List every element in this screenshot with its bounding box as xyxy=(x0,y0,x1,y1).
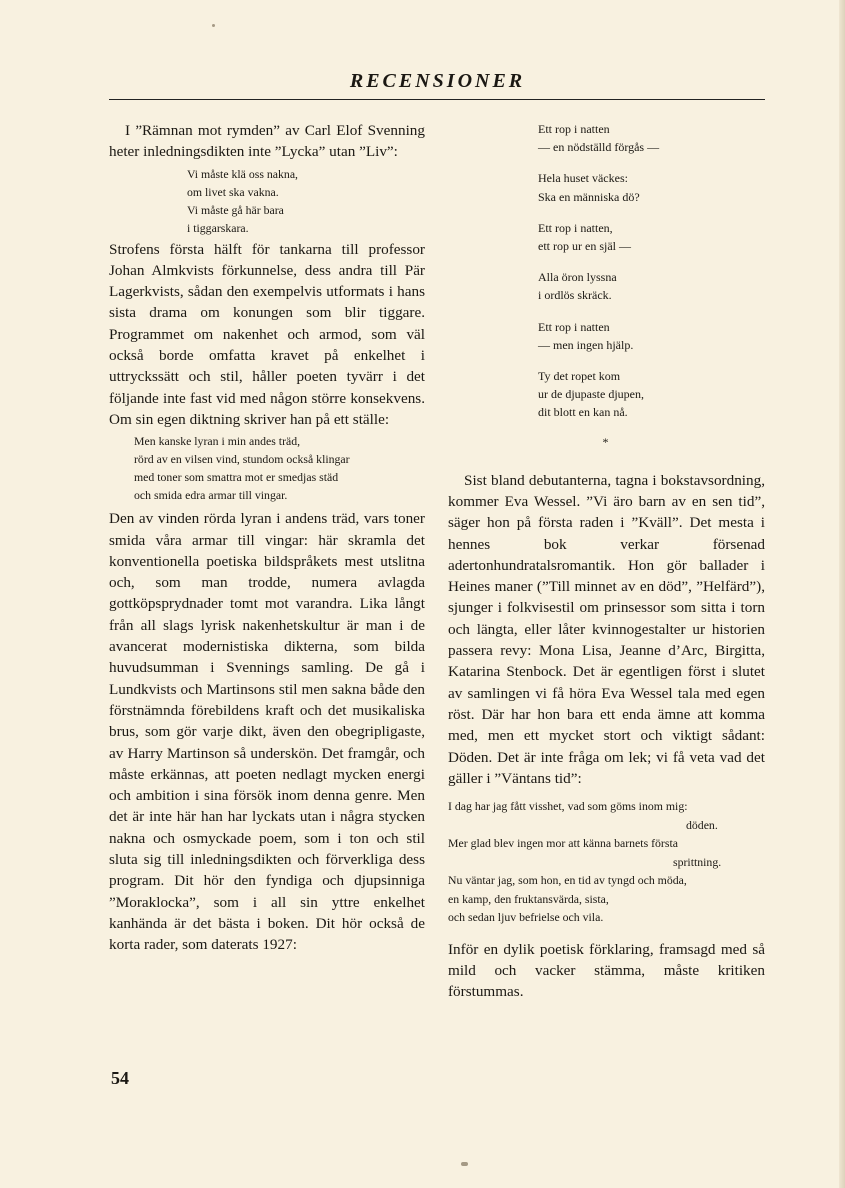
intro-paragraph: I ”Rämnan mot rymden” av Carl Elof Svenning heter inledningsdikten inte ”Lycka” utan ”Liv”: xyxy=(109,122,425,161)
poem-stanza xyxy=(538,367,765,422)
poem-line: Ett rop i natten xyxy=(538,319,610,334)
poem-line: i ordlös skräck. xyxy=(538,288,612,303)
paper-speck xyxy=(212,24,215,27)
poem-line: sprittning. xyxy=(673,854,722,869)
poem-stanza xyxy=(538,318,765,354)
poem-line: — en nödställd förgås — xyxy=(538,140,660,155)
poem-line: rörd av en vilsen vind, stundom också klingar xyxy=(134,452,350,467)
poem-stanza xyxy=(538,120,765,156)
poem-line: döden. xyxy=(686,817,718,832)
body-paragraph: Sist bland debutanterna, tagna i bokstavsordning, kommer Eva Wessel. ”Vi äro barn av en sen tid”, säger hon på första raden i ”Kväll”. Det mesta i hennes bok verkar försenad adertonhundratalsromantik. Hon gör ballader i Heines maner (”Till minnet av en död”, ”Helfärd”), sjunger i folkvisestil om prinsessor som sitta i torn och längta, eller låter kvinnogestalter ur historien passera revy: Mona Lisa, Jeanne d’Arc, Birgitta, Katarina Stenbock. Det är egentligen först i slutet av samlingen vi få höra Eva Wessel tala med egen röst. Där har hon bara ett enda ämne att komma med, men ett mycket stort och viktigt sådant: Döden. Det är inte fråga om lek; vi få veta vad det gäller i ”Väntans tid”: xyxy=(448,471,765,787)
poem-stanza xyxy=(538,268,765,304)
header-rule xyxy=(109,99,765,100)
poem-lyran xyxy=(134,432,425,504)
page-number: 54 xyxy=(111,1068,129,1088)
poem-stanza xyxy=(538,219,765,255)
poem-line: Ty det ropet kom xyxy=(538,369,621,384)
section-title: RECENSIONER xyxy=(349,70,526,92)
body-paragraph: Inför en dylik poetisk förklaring, framsagd med så mild och vacker stämma, måste kritiken förstummas. xyxy=(448,940,765,1001)
right-column xyxy=(448,120,765,1002)
poem-line: Hela huset väckes: xyxy=(538,171,628,186)
poem-ett-rop xyxy=(538,120,765,422)
poem-line: och smida edra armar till vingar. xyxy=(134,488,288,503)
poem-stanza xyxy=(538,169,765,205)
poem-line: i tiggarskara. xyxy=(187,220,249,235)
poem-line: dit blott en kan nå. xyxy=(538,405,628,420)
body-paragraph: Strofens första hälft för tankarna till professor Johan Almkvists förkunnelse, dess andra till Pär Lagerkvists, sådan den exempelvis utformats i hans sista drama om konungen som blir tiggare. Programmet om nakenhet och armod, som väl också borde omfatta kravet på enkelhet i uttryckssätt och stil, håller poeten tyvärr i det följande inte fast vid med någon större konsekvens. Om sin egen diktning skriver han på ett ställe: xyxy=(109,240,425,428)
poem-line: Ska en människa dö? xyxy=(538,189,640,204)
poem-line: en kamp, den fruktansvärda, sista, xyxy=(448,891,609,906)
section-separator: * xyxy=(602,434,609,449)
poem-line: om livet ska vakna. xyxy=(187,184,279,199)
poem-liv xyxy=(187,165,425,237)
poem-line: ett rop ur en själ — xyxy=(538,239,631,254)
poem-line: Alla öron lyssna xyxy=(538,270,617,285)
body-paragraph: Den av vinden rörda lyran i andens träd, vars toner smida våra armar till vingar: här skramla det konventionella poetiska bildspråkets mest utslitna och, som man trodde, numera avlagda gottköpsprydnader tomt mot varandra. Lika långt från all slags lyrisk nakenhetskultur är man i de avancerat modernistiska dikterna, som bilda huvudsumman i Svennings samling. De gå i Lundkvists och Martinsons stil men sakna både den förstnämnda förebildens kraft och det musikaliska brus, som gör varje dikt, även den obegripligaste, av Harry Martinson så underskön. Det framgår, och måste erkännas, att poeten nedlagt mycken energi och ambition i sina försök inom denna genre. Men det är inte här han har lyckats utan i några stycken nakna och osmyckade poem, som i ton och stil sluta sig till inledningsdikten och förverkliga dess program. Dit hör den fyndiga och djupsinniga ”Moraklocka”, som i all sin yttre enkelhet kanhända är det bästa i boken. Dit hör också de korta rader, som daterats 1927: xyxy=(109,510,425,954)
left-column xyxy=(109,120,425,956)
poem-line: Nu väntar jag, som hon, en tid av tyngd och möda, xyxy=(448,873,687,888)
page-edge xyxy=(839,0,845,1188)
poem-line: Men kanske lyran i min andes träd, xyxy=(134,434,301,449)
poem-line: ur de djupaste djupen, xyxy=(538,387,644,402)
poem-line: Mer glad blev ingen mor att känna barnets första xyxy=(448,836,678,851)
poem-line: I dag har jag fått visshet, vad som göms inom mig: xyxy=(448,799,688,814)
poem-line: med toner som smattra mot er smedjas städ xyxy=(134,470,339,485)
poem-line: och sedan ljuv befrielse och vila. xyxy=(448,910,604,925)
poem-line: Vi måste klä oss nakna, xyxy=(187,166,299,181)
poem-line: Ett rop i natten, xyxy=(538,220,613,235)
poem-vantans-tid xyxy=(448,797,765,927)
poem-line: — men ingen hjälp. xyxy=(538,337,634,352)
poem-line: Ett rop i natten xyxy=(538,122,610,136)
poem-line: Vi måste gå här bara xyxy=(187,202,284,217)
paper-speck xyxy=(461,1162,468,1166)
